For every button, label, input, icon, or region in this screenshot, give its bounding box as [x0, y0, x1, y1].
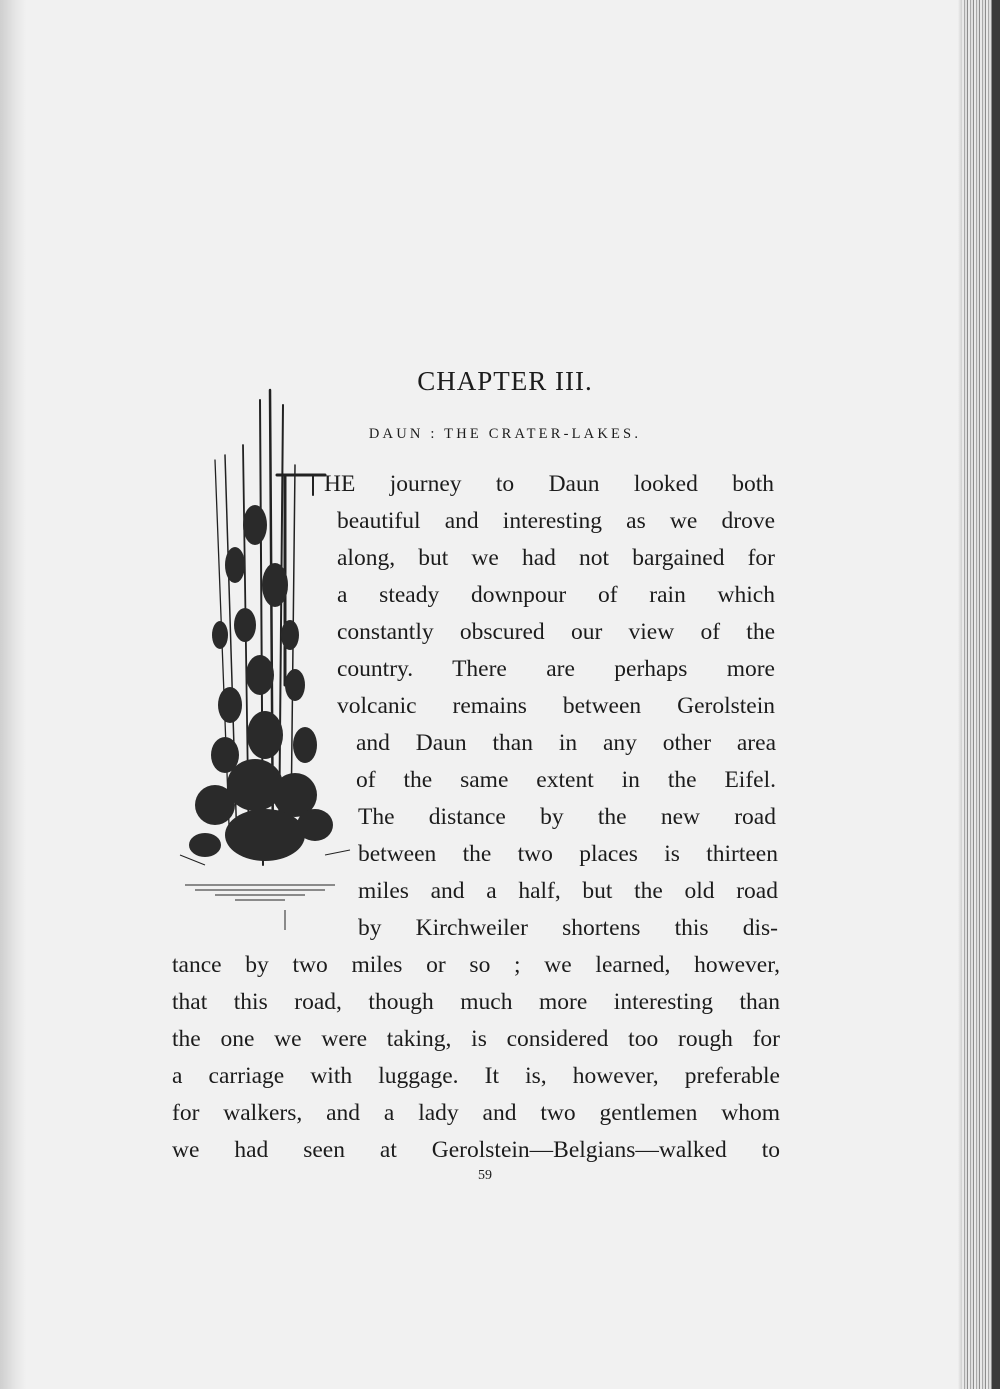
- page-number: 59: [478, 1168, 492, 1183]
- body-line: along, but we had not bargained for: [337, 545, 775, 571]
- body-line: a carriage with luggage. It is, however, preferable: [172, 1063, 780, 1089]
- body-line: The distance by the new road: [358, 804, 776, 830]
- chapter-title: CHAPTER III.: [417, 366, 593, 396]
- body-line: and Daun than in any other area: [356, 730, 776, 756]
- body-line: we had seen at Gerolstein—Belgians—walked to: [172, 1137, 780, 1163]
- body-line: tance by two miles or so ; we learned, however,: [172, 952, 780, 978]
- body-line: HE journey to Daun looked both: [324, 471, 774, 497]
- body-line: for walkers, and a lady and two gentlemen whom: [172, 1100, 780, 1126]
- body-line: between the two places is thirteen: [358, 841, 778, 867]
- page-gutter: [0, 0, 26, 1389]
- page-edges: [962, 0, 1000, 1389]
- body-line: constantly obscured our view of the: [337, 619, 775, 645]
- body-line: by Kirchweiler shortens this dis-: [358, 915, 778, 941]
- body-line: volcanic remains between Gerolstein: [337, 693, 775, 719]
- body-line: country. There are perhaps more: [337, 656, 775, 682]
- body-line: that this road, though much more interesting than: [172, 989, 780, 1015]
- body-line: miles and a half, but the old road: [358, 878, 778, 904]
- body-line: the one we were taking, is considered too rough for: [172, 1026, 780, 1052]
- chapter-subtitle: DAUN : THE CRATER-LAKES.: [368, 426, 642, 442]
- body-line: a steady downpour of rain which: [337, 582, 775, 608]
- body-line: of the same extent in the Eifel.: [356, 767, 776, 793]
- body-line: beautiful and interesting as we drove: [337, 508, 775, 534]
